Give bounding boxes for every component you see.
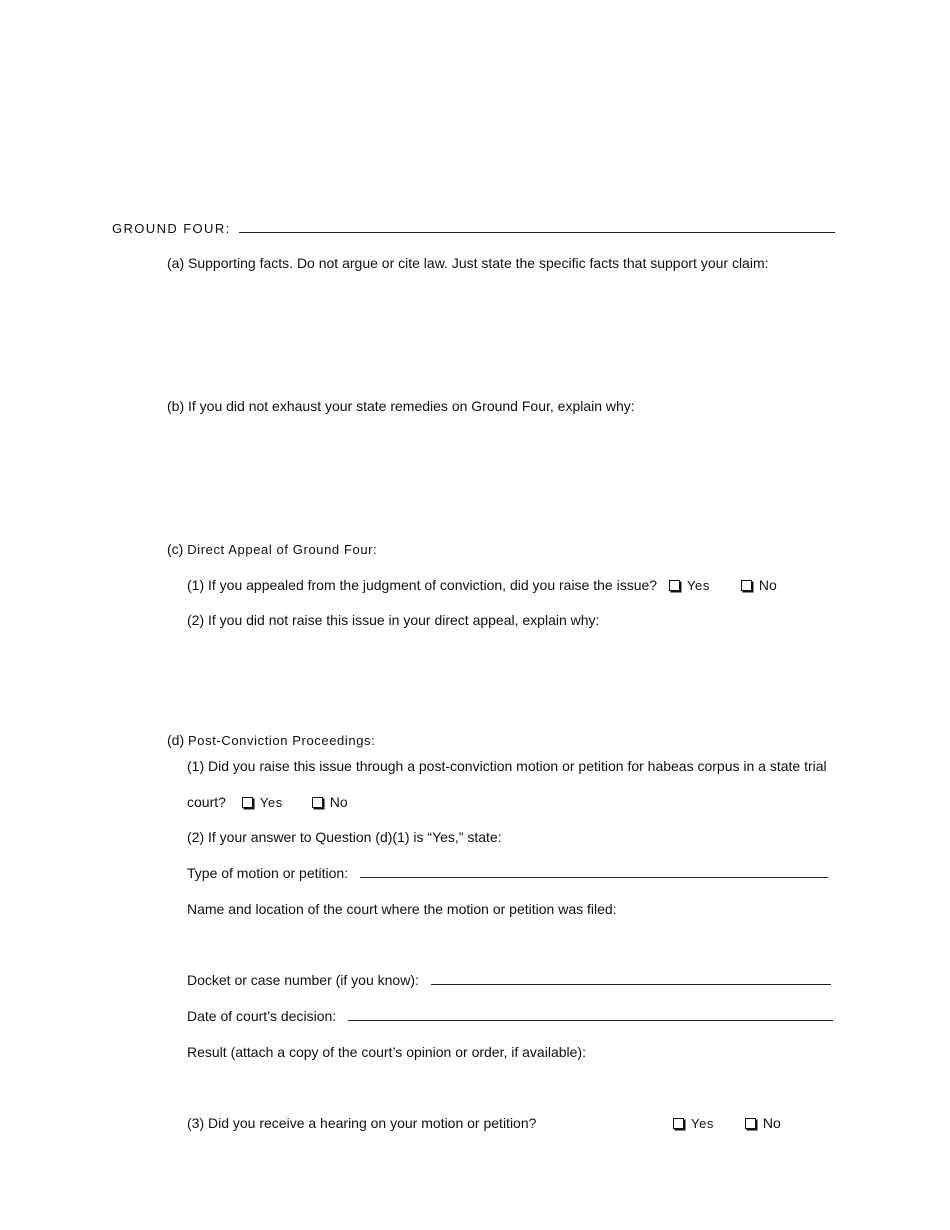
exhaust-prompt: (b) If you did not exhaust your state remedies on Ground Four, explain why: xyxy=(167,398,635,414)
type-of-motion-row xyxy=(187,864,828,882)
checkbox-icon[interactable] xyxy=(669,580,680,591)
direct-appeal-q1-yes[interactable]: Yes xyxy=(669,576,710,595)
ground-four-field[interactable] xyxy=(239,220,835,233)
docket-row xyxy=(187,971,831,989)
direct-appeal-prefix: (c) xyxy=(167,541,184,557)
result-label: Result (attach a copy of the court’s opinion or order, if available): xyxy=(187,1044,586,1060)
docket-field[interactable] xyxy=(431,972,831,985)
post-conviction-title: Post-Conviction Proceedings: xyxy=(188,733,376,748)
post-conviction-q1-line2: court? xyxy=(187,794,226,810)
direct-appeal-title: Direct Appeal of Ground Four: xyxy=(187,542,378,557)
post-conviction-q1-no[interactable]: No xyxy=(312,793,348,811)
direct-appeal-q1-text: (1) If you appealed from the judgment of conviction, did you raise the issue? xyxy=(187,577,658,593)
direct-appeal-q2: (2) If you did not raise this issue in your direct appeal, explain why: xyxy=(187,612,600,628)
hearing-yes[interactable]: Yes xyxy=(673,1114,714,1133)
post-conviction-q1-yes[interactable]: Yes xyxy=(242,793,283,812)
hearing-options xyxy=(673,1114,781,1133)
court-name-label: Name and location of the court where the motion or petition was filed: xyxy=(187,901,617,917)
type-of-motion-field[interactable] xyxy=(360,865,828,878)
post-conviction-q1-line1: (1) Did you raise this issue through a post-conviction motion or petition for habeas corpus in a state trial xyxy=(187,758,827,774)
post-conviction-heading xyxy=(167,731,375,750)
supporting-facts-prompt: (a) Supporting facts. Do not argue or cite law. Just state the specific facts that support your claim: xyxy=(167,255,769,271)
checkbox-icon[interactable] xyxy=(673,1118,684,1129)
direct-appeal-q1-no[interactable]: No xyxy=(741,576,777,594)
decision-date-row xyxy=(187,1007,833,1025)
decision-date-label: Date of court’s decision: xyxy=(187,1008,337,1024)
type-of-motion-label: Type of motion or petition: xyxy=(187,865,349,881)
decision-date-field[interactable] xyxy=(348,1008,833,1021)
ground-four-row xyxy=(112,219,835,238)
direct-appeal-q1-row xyxy=(187,576,777,595)
ground-four-label: GROUND FOUR: xyxy=(112,221,231,236)
direct-appeal-heading xyxy=(167,540,377,559)
checkbox-icon[interactable] xyxy=(741,580,752,591)
hearing-no[interactable]: No xyxy=(745,1114,781,1132)
checkbox-icon[interactable] xyxy=(242,797,253,808)
post-conviction-q1-row xyxy=(187,793,348,812)
checkbox-icon[interactable] xyxy=(312,797,323,808)
hearing-text: (3) Did you receive a hearing on your motion or petition? xyxy=(187,1115,537,1131)
checkbox-icon[interactable] xyxy=(745,1118,756,1129)
post-conviction-prefix: (d) xyxy=(167,732,185,748)
post-conviction-q2: (2) If your answer to Question (d)(1) is “Yes,” state: xyxy=(187,829,502,845)
docket-label: Docket or case number (if you know): xyxy=(187,972,419,988)
